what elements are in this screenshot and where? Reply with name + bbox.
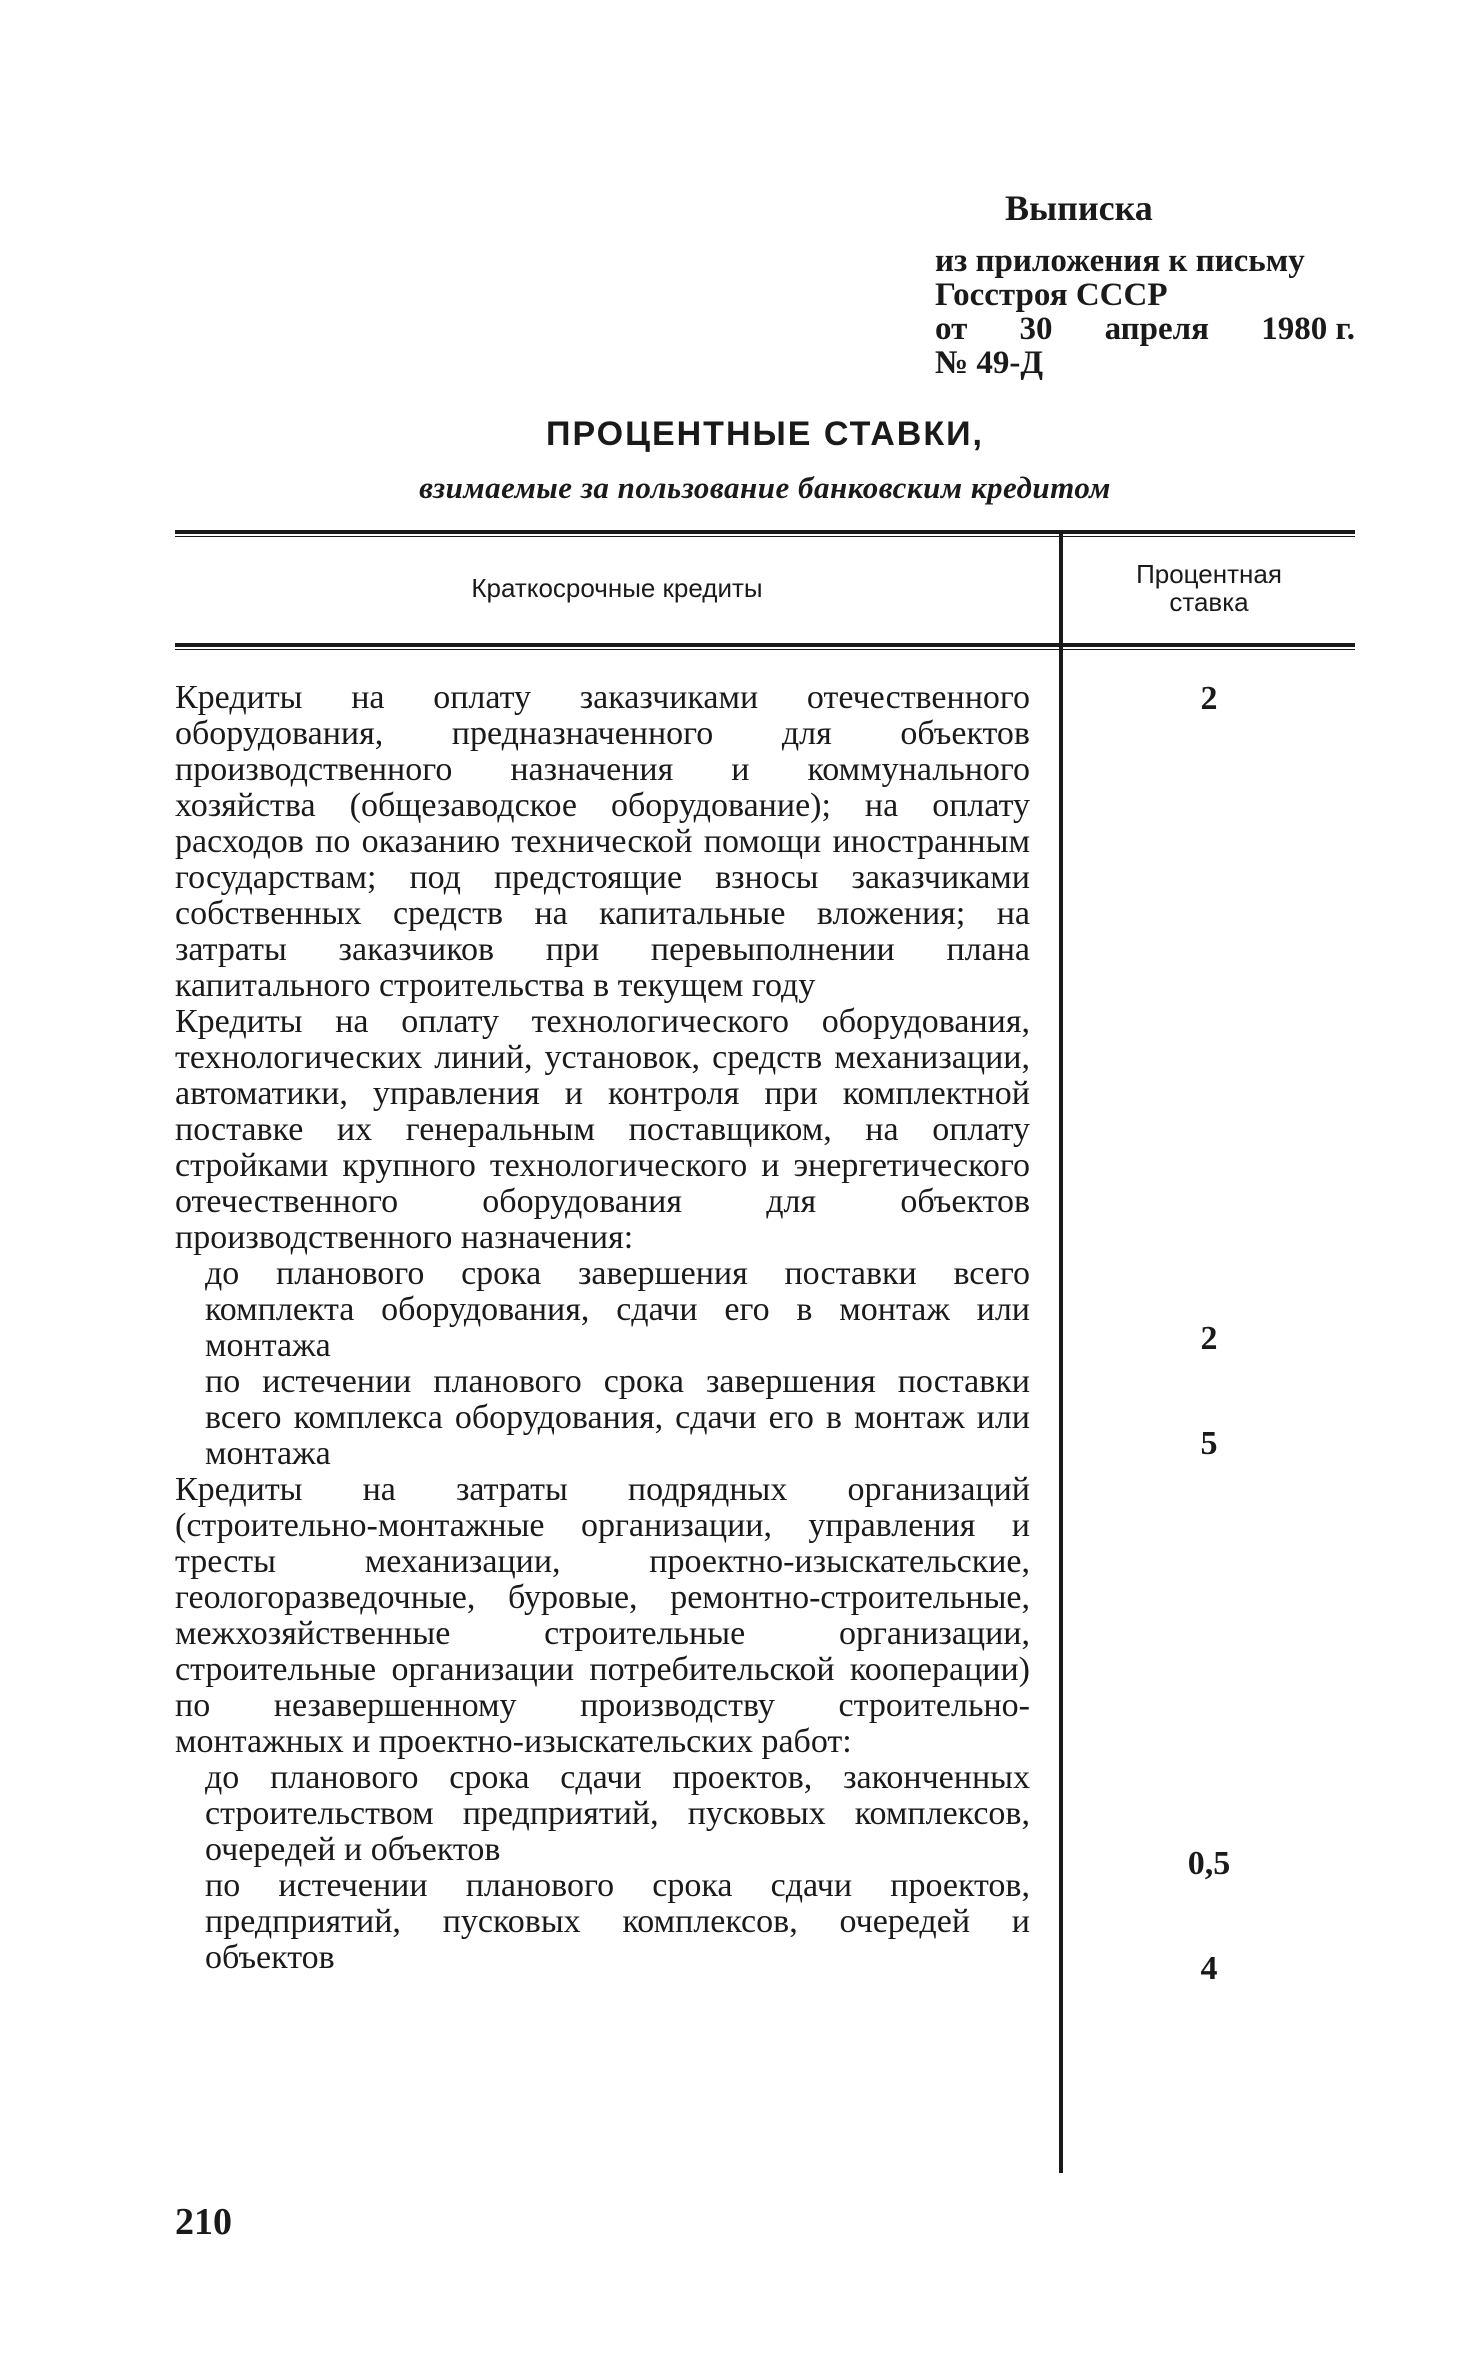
extract-line-3 <box>935 312 1355 346</box>
page-subtitle: взимаемые за пользование банковским кредитом <box>419 470 1111 505</box>
extract-line-1: из приложения к письму <box>935 243 1305 279</box>
extract-date-word-4: 1980 г. <box>1261 311 1355 347</box>
rate-value: 2 <box>1200 680 1218 717</box>
table-row-text: по истечении планового срока сдачи проектов, предприятий, пусковых комплексов, очередей и объектов <box>205 1867 1030 1976</box>
table-header-rule <box>175 643 1355 647</box>
table-row-text: Кредиты на оплату заказчиками отечественного оборудования, предназначенного для объектов производственного назначения и коммунального хозяйства (общезаводское оборудование); на оплату расходов по оказанию технической помощи иностранным государствам; под предстоящие взносы заказчиками собственных средств на капитальные вложения; на затраты заказчиков при перевыполнении плана капитального строительства в текущем году <box>175 679 1030 1004</box>
table-body <box>175 680 1030 1976</box>
table-row-text: Кредиты на оплату технологического оборудования, технологических линий, установок, средств механизации, автоматики, управления и контроля при комплектной поставке их генеральным поставщиком, на оплату стройками крупного технологического и энергетического отечественного оборудования для объектов производственного назначения: <box>175 1003 1030 1256</box>
table-row-text: по истечении планового срока завершения поставки всего комплекса оборудования, сдачи его в монтаж или монтажа <box>205 1363 1030 1472</box>
table-row-text: Кредиты на затраты подрядных организаций (строительно-монтажные организации, управления и тресты механизации, проектно-изыскательские, геологоразведочные, буровые, ремонтно-строительные, межхозяйственные строительные организации, строительные организации потребительской кооперации) по незавершенному производству строительно-монтажных и проектно-изыскательских работ: <box>175 1471 1030 1760</box>
rate-value: 4 <box>1200 1950 1218 1987</box>
column-header-rate-line-2: ставка <box>1169 587 1249 617</box>
table-top-rule-thin <box>175 536 1355 537</box>
extract-title: Выписка <box>1005 188 1153 228</box>
table-row-text: до планового срока завершения поставки всего комплекта оборудования, сдачи его в монтаж или монтажа <box>205 1255 1030 1364</box>
rate-value: 5 <box>1200 1425 1218 1462</box>
extract-date-word-1: от <box>935 311 968 347</box>
page-title: ПРОЦЕНТНЫЕ СТАВКИ, <box>546 415 984 453</box>
extract-line-4: № 49-Д <box>935 345 1044 381</box>
rate-value: 0,5 <box>1187 1845 1231 1882</box>
table-header-rule-thin <box>175 649 1355 650</box>
document-reference <box>935 186 1365 380</box>
page-number: 210 <box>175 2201 232 2243</box>
table-top-rule <box>175 530 1355 534</box>
column-header-rate <box>1063 560 1355 616</box>
column-header-rate-line-1: Процентная <box>1136 559 1282 589</box>
extract-date-word-2: 30 <box>1019 311 1053 347</box>
table-row-text: до планового срока сдачи проектов, законченных строительством предприятий, пусковых комплексов, очередей и объектов <box>205 1759 1030 1868</box>
extract-line-2: Госстроя СССР <box>935 277 1168 313</box>
rate-value: 2 <box>1200 1320 1218 1357</box>
extract-date-word-3: апреля <box>1104 311 1210 347</box>
column-header-credits: Краткосрочные кредиты <box>471 573 763 603</box>
